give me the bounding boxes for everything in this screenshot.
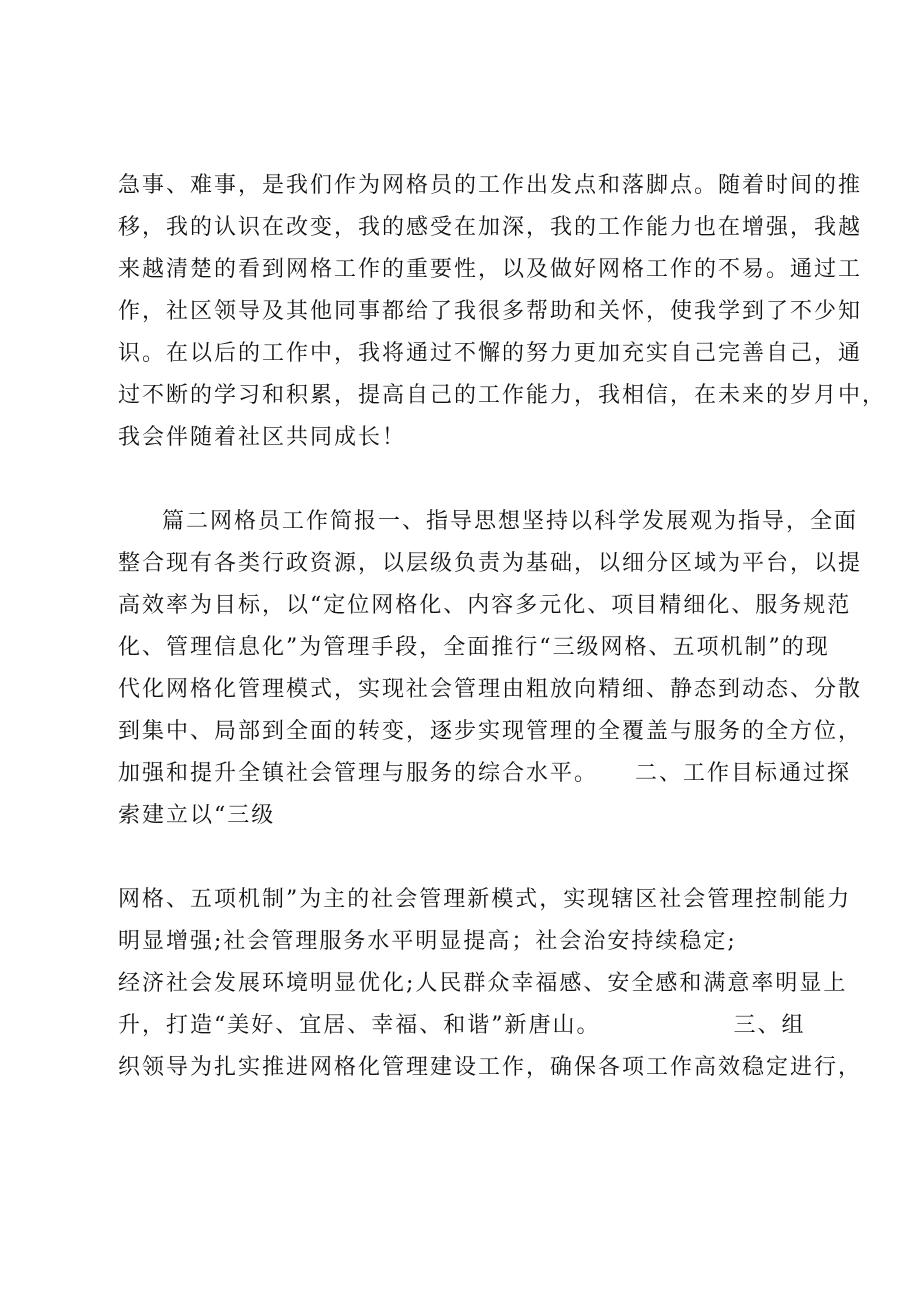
text-line: 作，社区领导及其他同事都给了我很多帮助和关怀，使我学到了不少知 xyxy=(118,299,863,324)
text-line: 代化网格化管理模式，实现社会管理由粗放向精细、静态到动态、分散 xyxy=(118,677,863,702)
text-line: 识。在以后的工作中，我将通过不懈的努力更加充实自己完善自己，通 xyxy=(118,341,863,366)
text-line: 经济社会发展环境明显优化;人民群众幸福感、安全感和满意率明显上 xyxy=(118,971,848,996)
text-line: 索建立以“三级 xyxy=(118,803,276,828)
text-line: 移，我的认识在改变，我的感受在加深，我的工作能力也在增强，我越 xyxy=(118,215,863,240)
text-line: 我会伴随着社区共同成长！ xyxy=(118,425,407,450)
text-line: 化、管理信息化”为管理手段，全面推行“三级网格、五项机制”的现 xyxy=(118,635,830,660)
text-line: 升，打造“美好、宜居、幸福、和谐”新唐山。 三、组 xyxy=(118,1013,806,1038)
text-line: 高效率为目标，以“定位网格化、内容多元化、项目精细化、服务规范 xyxy=(118,593,852,618)
text-line: 来越清楚的看到网格工作的重要性，以及做好网格工作的不易。通过工 xyxy=(118,257,863,282)
paragraph-start-line: 篇二网格员工作简报一、指导思想坚持以科学发展观为指导，全面 xyxy=(162,509,859,534)
text-line: 明显增强;社会管理服务水平明显提高；社会治安持续稳定; xyxy=(118,929,737,954)
text-line: 整合现有各类行政资源，以层级负责为基础，以细分区域为平台，以提 xyxy=(118,551,863,576)
text-line: 织领导为扎实推进网格化管理建设工作，确保各项工作高效稳定进行， xyxy=(118,1055,863,1080)
text-line: 到集中、局部到全面的转变，逐步实现管理的全覆盖与服务的全方位， xyxy=(118,719,863,744)
text-line: 网格、五项机制”为主的社会管理新模式，实现辖区社会管理控制能力 xyxy=(118,887,852,912)
text-line: 过不断的学习和积累，提高自己的工作能力，我相信，在未来的岁月中， xyxy=(118,383,887,408)
text-line: 加强和提升全镇社会管理与服务的综合水平。 二、工作目标通过探 xyxy=(118,761,852,786)
text-line: 急事、难事，是我们作为网格员的工作出发点和落脚点。随着时间的推 xyxy=(118,173,863,198)
